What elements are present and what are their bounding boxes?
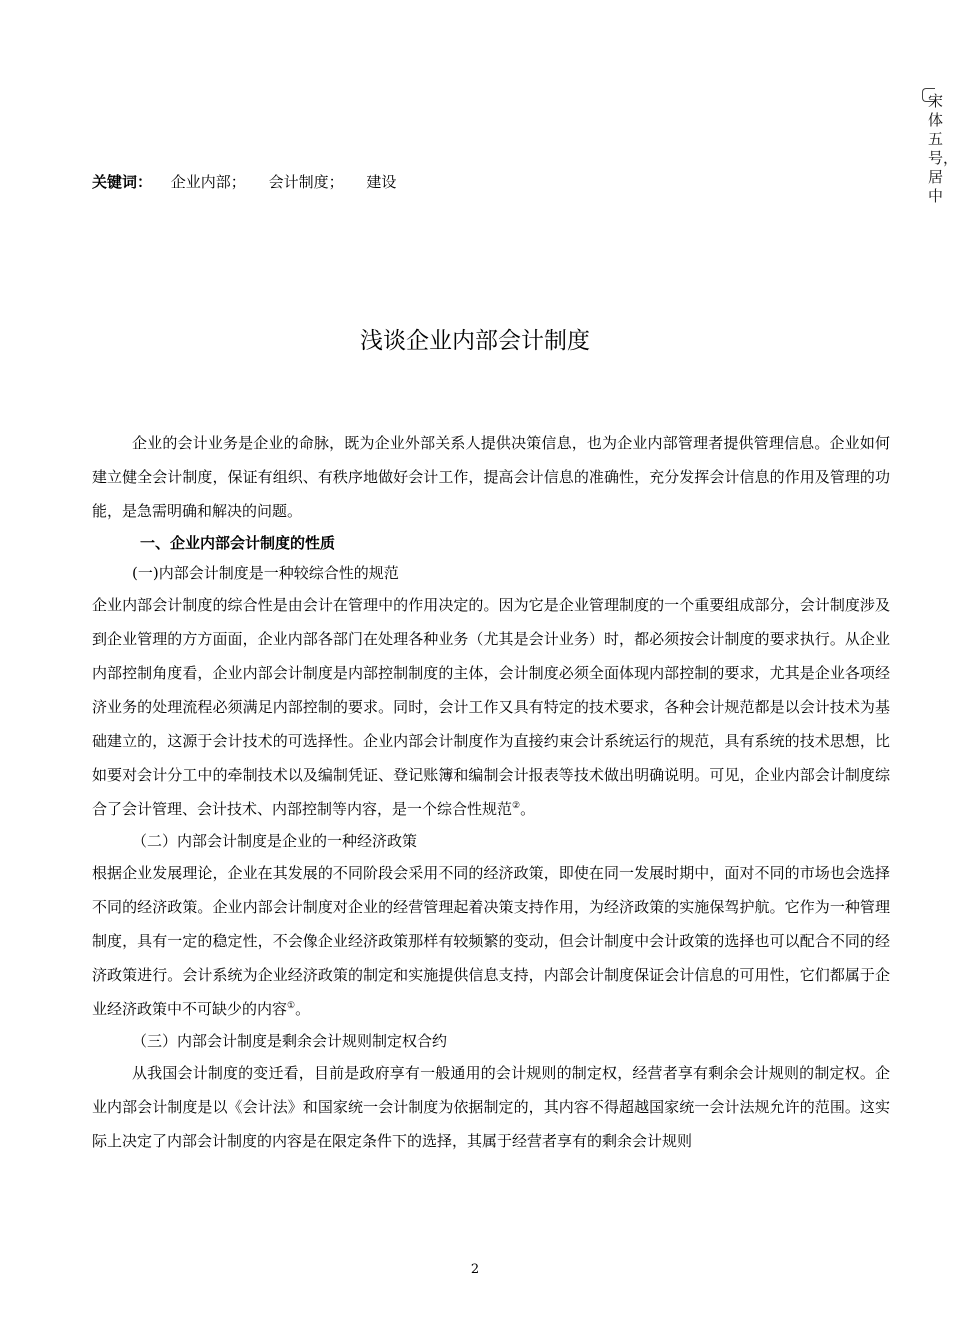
margin-comment-text: 宋体五号，居中 [928, 92, 958, 205]
keywords-label: 关键词： [92, 173, 153, 191]
subsection-paragraph: 从我国会计制度的变迁看，目前是政府享有一般通用的会计规则的制定权，经营者享有剩余会计规则的制定权。企业内部会计制度是以《会计法》和国家统一会计制度为依据制定的，其内容不得超越国家统一会计法规允许的范围。这实际上决定了内部会计制度的内容是在限定条件下的选择，其属于经营者享有的剩余会计规则 [92, 1064, 890, 1150]
subsection-title: (一)内部会计制度是一种较综合性的规范 [132, 564, 399, 582]
footnote-marker: ② [512, 801, 521, 811]
paragraph-text: 根据企业发展理论，企业在其发展的不同阶段会采用不同的经济政策，即使在同一发展时期中，面对不同的市场也会选择不同的经济政策。企业内部会计制度对企业的经营管理起着决策支持作用，为经济政策的实施保驾护航。它作为一种管理制度，具有一定的稳定性，不会像企业经济政策那样有较频繁的变动，但会计制度中会计政策的选择也可以配合不同的经济政策进行。会计系统为企业经济政策的制定和实施提供信息支持，内部会计制度保证会计信息的可用性，它们都属于企业经济政策中不可缺少的内容 [92, 864, 890, 1018]
subsection-paragraph [92, 856, 890, 1026]
subsection-title: （二）内部会计制度是企业的一种经济政策 [132, 832, 418, 850]
document-title: 浅谈企业内部会计制度 [360, 328, 590, 354]
keyword-item: 会计制度； [268, 173, 344, 191]
section-heading: 一、企业内部会计制度的性质 [140, 534, 336, 552]
subsection-paragraph [92, 588, 890, 826]
intro-paragraph: 企业的会计业务是企业的命脉，既为企业外部关系人提供决策信息，也为企业内部管理者提供管理信息。企业如何建立健全会计制度，保证有组织、有秩序地做好会计工作，提高会计信息的准确性，充分发挥会计信息的作用及管理的功能，是急需明确和解决的问题。 [92, 434, 890, 520]
paragraph-end: 。 [520, 800, 536, 818]
keywords-line [92, 172, 414, 192]
keyword-item: 建设 [366, 173, 397, 191]
paragraph-end: 。 [295, 1000, 311, 1018]
footnote-marker: ① [287, 1001, 296, 1011]
page-number: 2 [470, 1262, 480, 1277]
document-body [92, 426, 890, 1158]
paragraph-text: 企业内部会计制度的综合性是由会计在管理中的作用决定的。因为它是企业管理制度的一个重要组成部分，会计制度涉及到企业管理的方方面面，企业内部各部门在处理各种业务（尤其是会计业务）时，都必须按会计制度的要求执行。从企业内部控制角度看，企业内部会计制度是内部控制制度的主体，会计制度必须全面体现内部控制的要求，尤其是企业各项经济业务的处理流程必须满足内部控制的要求。同时，会计工作又具有特定的技术要求，各种会计规范都是以会计技术为基础建立的，这源于会计技术的可选择性。企业内部会计制度作为直接约束会计系统运行的规范，具有系统的技术思想，比如要对会计分工中的牵制技术以及编制凭证、登记账簿和编制会计报表等技术做出明确说明。可见，企业内部会计制度综合了会计管理、会计技术、内部控制等内容，是一个综合性规范 [92, 596, 890, 818]
subsection-title: （三）内部会计制度是剩余会计规则制定权合约 [132, 1032, 448, 1050]
keyword-item: 企业内部； [170, 173, 246, 191]
